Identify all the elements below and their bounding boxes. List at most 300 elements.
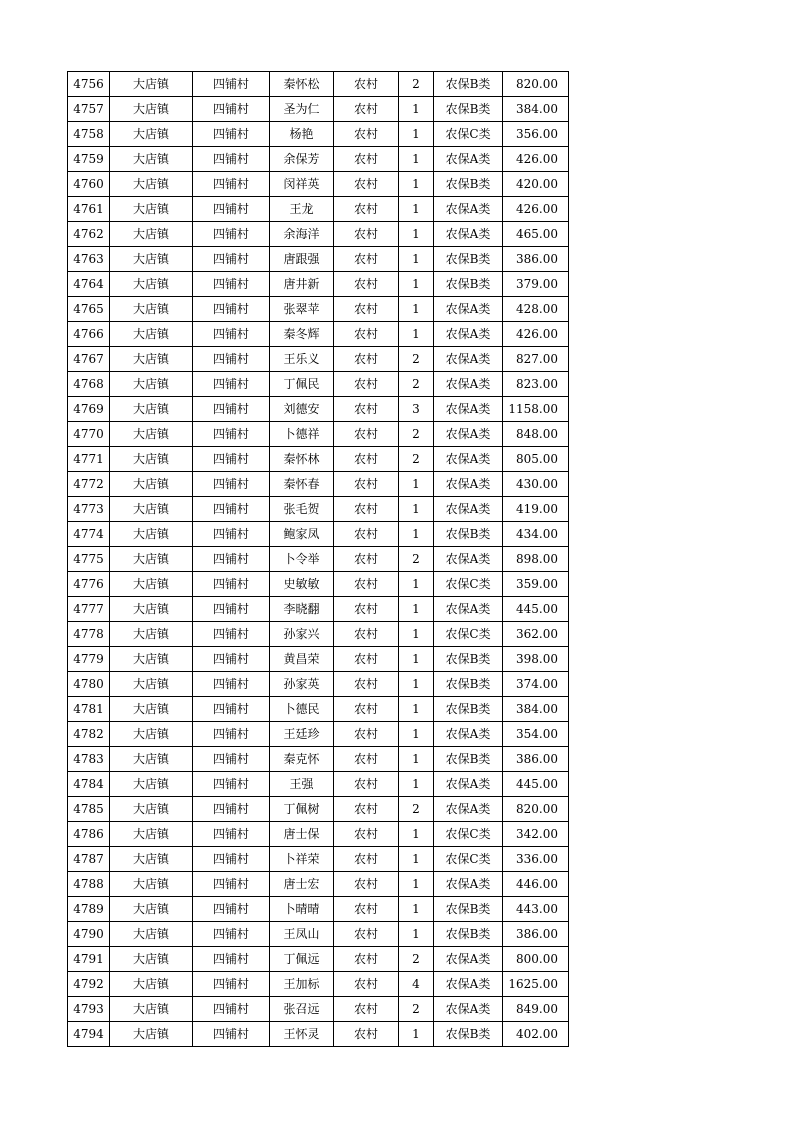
category-cell: 农保A类 — [434, 422, 503, 447]
village-cell: 四铺村 — [193, 172, 270, 197]
household-type-cell: 农村 — [334, 447, 399, 472]
name-cell: 余海洋 — [270, 222, 334, 247]
household-type-cell: 农村 — [334, 747, 399, 772]
category-cell: 农保C类 — [434, 622, 503, 647]
village-cell: 四铺村 — [193, 222, 270, 247]
category-cell: 农保A类 — [434, 347, 503, 372]
household-type-cell: 农村 — [334, 422, 399, 447]
table-row — [68, 847, 569, 872]
name-cell: 王龙 — [270, 197, 334, 222]
household-type-cell: 农村 — [334, 872, 399, 897]
town-cell: 大店镇 — [110, 272, 193, 297]
name-cell: 唐士宏 — [270, 872, 334, 897]
village-cell: 四铺村 — [193, 372, 270, 397]
row-number: 4789 — [68, 897, 110, 922]
amount-cell: 386.00 — [503, 747, 569, 772]
village-cell: 四铺村 — [193, 772, 270, 797]
amount-cell: 362.00 — [503, 622, 569, 647]
household-type-cell: 农村 — [334, 572, 399, 597]
amount-cell: 445.00 — [503, 597, 569, 622]
person-count-cell: 2 — [399, 347, 434, 372]
name-cell: 王廷珍 — [270, 722, 334, 747]
household-type-cell: 农村 — [334, 547, 399, 572]
household-type-cell: 农村 — [334, 697, 399, 722]
household-type-cell: 农村 — [334, 997, 399, 1022]
name-cell: 鲍家凤 — [270, 522, 334, 547]
name-cell: 张毛贺 — [270, 497, 334, 522]
table-body — [68, 72, 569, 1047]
table-row — [68, 97, 569, 122]
person-count-cell: 1 — [399, 147, 434, 172]
village-cell: 四铺村 — [193, 472, 270, 497]
person-count-cell: 1 — [399, 822, 434, 847]
village-cell: 四铺村 — [193, 397, 270, 422]
village-cell: 四铺村 — [193, 197, 270, 222]
village-cell: 四铺村 — [193, 572, 270, 597]
data-table — [67, 71, 569, 1047]
village-cell: 四铺村 — [193, 797, 270, 822]
amount-cell: 426.00 — [503, 147, 569, 172]
town-cell: 大店镇 — [110, 172, 193, 197]
row-number: 4794 — [68, 1022, 110, 1047]
household-type-cell: 农村 — [334, 297, 399, 322]
amount-cell: 805.00 — [503, 447, 569, 472]
household-type-cell: 农村 — [334, 922, 399, 947]
row-number: 4760 — [68, 172, 110, 197]
village-cell: 四铺村 — [193, 897, 270, 922]
row-number: 4777 — [68, 597, 110, 622]
person-count-cell: 1 — [399, 672, 434, 697]
row-number: 4791 — [68, 947, 110, 972]
person-count-cell: 2 — [399, 997, 434, 1022]
table-row — [68, 472, 569, 497]
person-count-cell: 2 — [399, 797, 434, 822]
name-cell: 张召远 — [270, 997, 334, 1022]
table-row — [68, 1022, 569, 1047]
row-number: 4788 — [68, 872, 110, 897]
row-number: 4771 — [68, 447, 110, 472]
household-type-cell: 农村 — [334, 222, 399, 247]
town-cell: 大店镇 — [110, 597, 193, 622]
town-cell: 大店镇 — [110, 547, 193, 572]
category-cell: 农保B类 — [434, 522, 503, 547]
table-row — [68, 322, 569, 347]
household-type-cell: 农村 — [334, 122, 399, 147]
village-cell: 四铺村 — [193, 822, 270, 847]
village-cell: 四铺村 — [193, 547, 270, 572]
category-cell: 农保A类 — [434, 547, 503, 572]
name-cell: 王凤山 — [270, 922, 334, 947]
household-type-cell: 农村 — [334, 772, 399, 797]
category-cell: 农保A类 — [434, 947, 503, 972]
town-cell: 大店镇 — [110, 147, 193, 172]
amount-cell: 342.00 — [503, 822, 569, 847]
amount-cell: 849.00 — [503, 997, 569, 1022]
household-type-cell: 农村 — [334, 272, 399, 297]
amount-cell: 426.00 — [503, 322, 569, 347]
category-cell: 农保B类 — [434, 97, 503, 122]
row-number: 4786 — [68, 822, 110, 847]
row-number: 4790 — [68, 922, 110, 947]
village-cell: 四铺村 — [193, 272, 270, 297]
household-type-cell: 农村 — [334, 597, 399, 622]
name-cell: 杨艳 — [270, 122, 334, 147]
category-cell: 农保A类 — [434, 872, 503, 897]
amount-cell: 430.00 — [503, 472, 569, 497]
category-cell: 农保B类 — [434, 922, 503, 947]
amount-cell: 419.00 — [503, 497, 569, 522]
person-count-cell: 1 — [399, 322, 434, 347]
name-cell: 卜祥荣 — [270, 847, 334, 872]
person-count-cell: 1 — [399, 197, 434, 222]
row-number: 4783 — [68, 747, 110, 772]
town-cell: 大店镇 — [110, 322, 193, 347]
amount-cell: 800.00 — [503, 947, 569, 972]
name-cell: 卜德民 — [270, 697, 334, 722]
village-cell: 四铺村 — [193, 97, 270, 122]
person-count-cell: 1 — [399, 597, 434, 622]
village-cell: 四铺村 — [193, 447, 270, 472]
category-cell: 农保A类 — [434, 972, 503, 997]
table-row — [68, 222, 569, 247]
category-cell: 农保A类 — [434, 372, 503, 397]
row-number: 4778 — [68, 622, 110, 647]
row-number: 4757 — [68, 97, 110, 122]
town-cell: 大店镇 — [110, 822, 193, 847]
amount-cell: 434.00 — [503, 522, 569, 547]
name-cell: 秦怀林 — [270, 447, 334, 472]
household-type-cell: 农村 — [334, 722, 399, 747]
person-count-cell: 1 — [399, 747, 434, 772]
row-number: 4758 — [68, 122, 110, 147]
table-row — [68, 822, 569, 847]
name-cell: 李晓翻 — [270, 597, 334, 622]
row-number: 4768 — [68, 372, 110, 397]
row-number: 4792 — [68, 972, 110, 997]
village-cell: 四铺村 — [193, 247, 270, 272]
name-cell: 刘德安 — [270, 397, 334, 422]
household-type-cell: 农村 — [334, 322, 399, 347]
name-cell: 卜德祥 — [270, 422, 334, 447]
row-number: 4772 — [68, 472, 110, 497]
town-cell: 大店镇 — [110, 297, 193, 322]
town-cell: 大店镇 — [110, 897, 193, 922]
category-cell: 农保A类 — [434, 397, 503, 422]
table-row — [68, 347, 569, 372]
name-cell: 孙家兴 — [270, 622, 334, 647]
person-count-cell: 1 — [399, 272, 434, 297]
amount-cell: 428.00 — [503, 297, 569, 322]
town-cell: 大店镇 — [110, 372, 193, 397]
table-row — [68, 897, 569, 922]
person-count-cell: 1 — [399, 247, 434, 272]
name-cell: 余保芳 — [270, 147, 334, 172]
row-number: 4785 — [68, 797, 110, 822]
village-cell: 四铺村 — [193, 147, 270, 172]
village-cell: 四铺村 — [193, 497, 270, 522]
category-cell: 农保C类 — [434, 122, 503, 147]
household-type-cell: 农村 — [334, 622, 399, 647]
village-cell: 四铺村 — [193, 747, 270, 772]
amount-cell: 384.00 — [503, 697, 569, 722]
person-count-cell: 3 — [399, 397, 434, 422]
town-cell: 大店镇 — [110, 197, 193, 222]
town-cell: 大店镇 — [110, 397, 193, 422]
household-type-cell: 农村 — [334, 1022, 399, 1047]
table-row — [68, 922, 569, 947]
amount-cell: 1158.00 — [503, 397, 569, 422]
amount-cell: 374.00 — [503, 672, 569, 697]
category-cell: 农保C类 — [434, 572, 503, 597]
person-count-cell: 1 — [399, 897, 434, 922]
person-count-cell: 2 — [399, 372, 434, 397]
household-type-cell: 农村 — [334, 497, 399, 522]
town-cell: 大店镇 — [110, 472, 193, 497]
name-cell: 丁佩树 — [270, 797, 334, 822]
row-number: 4784 — [68, 772, 110, 797]
table-row — [68, 697, 569, 722]
row-number: 4766 — [68, 322, 110, 347]
table-row — [68, 797, 569, 822]
name-cell: 丁佩远 — [270, 947, 334, 972]
category-cell: 农保C类 — [434, 847, 503, 872]
table-row — [68, 397, 569, 422]
household-type-cell: 农村 — [334, 397, 399, 422]
category-cell: 农保A类 — [434, 722, 503, 747]
amount-cell: 820.00 — [503, 797, 569, 822]
category-cell: 农保B类 — [434, 672, 503, 697]
name-cell: 孙家英 — [270, 672, 334, 697]
category-cell: 农保A类 — [434, 222, 503, 247]
table-row — [68, 672, 569, 697]
row-number: 4761 — [68, 197, 110, 222]
person-count-cell: 4 — [399, 972, 434, 997]
amount-cell: 446.00 — [503, 872, 569, 897]
village-cell: 四铺村 — [193, 972, 270, 997]
amount-cell: 359.00 — [503, 572, 569, 597]
category-cell: 农保B类 — [434, 1022, 503, 1047]
village-cell: 四铺村 — [193, 872, 270, 897]
amount-cell: 402.00 — [503, 1022, 569, 1047]
town-cell: 大店镇 — [110, 647, 193, 672]
person-count-cell: 1 — [399, 847, 434, 872]
town-cell: 大店镇 — [110, 622, 193, 647]
row-number: 4765 — [68, 297, 110, 322]
table-row — [68, 122, 569, 147]
name-cell: 唐士保 — [270, 822, 334, 847]
amount-cell: 465.00 — [503, 222, 569, 247]
name-cell: 王怀灵 — [270, 1022, 334, 1047]
person-count-cell: 1 — [399, 172, 434, 197]
row-number: 4793 — [68, 997, 110, 1022]
row-number: 4781 — [68, 697, 110, 722]
table-row — [68, 747, 569, 772]
category-cell: 农保A类 — [434, 772, 503, 797]
row-number: 4782 — [68, 722, 110, 747]
table-row — [68, 497, 569, 522]
household-type-cell: 农村 — [334, 797, 399, 822]
name-cell: 卜晴晴 — [270, 897, 334, 922]
category-cell: 农保A类 — [434, 797, 503, 822]
amount-cell: 823.00 — [503, 372, 569, 397]
household-type-cell: 农村 — [334, 147, 399, 172]
row-number: 4775 — [68, 547, 110, 572]
amount-cell: 848.00 — [503, 422, 569, 447]
village-cell: 四铺村 — [193, 522, 270, 547]
town-cell: 大店镇 — [110, 572, 193, 597]
name-cell: 闵祥英 — [270, 172, 334, 197]
person-count-cell: 1 — [399, 697, 434, 722]
household-type-cell: 农村 — [334, 847, 399, 872]
household-type-cell: 农村 — [334, 647, 399, 672]
table-row — [68, 647, 569, 672]
amount-cell: 386.00 — [503, 922, 569, 947]
row-number: 4770 — [68, 422, 110, 447]
table-row — [68, 247, 569, 272]
amount-cell: 356.00 — [503, 122, 569, 147]
category-cell: 农保A类 — [434, 147, 503, 172]
person-count-cell: 1 — [399, 472, 434, 497]
town-cell: 大店镇 — [110, 522, 193, 547]
person-count-cell: 1 — [399, 647, 434, 672]
row-number: 4764 — [68, 272, 110, 297]
amount-cell: 820.00 — [503, 72, 569, 97]
person-count-cell: 2 — [399, 422, 434, 447]
household-type-cell: 农村 — [334, 672, 399, 697]
name-cell: 卜令举 — [270, 547, 334, 572]
town-cell: 大店镇 — [110, 672, 193, 697]
person-count-cell: 1 — [399, 222, 434, 247]
category-cell: 农保C类 — [434, 822, 503, 847]
amount-cell: 443.00 — [503, 897, 569, 922]
category-cell: 农保B类 — [434, 747, 503, 772]
table-row — [68, 622, 569, 647]
household-type-cell: 农村 — [334, 472, 399, 497]
amount-cell: 354.00 — [503, 722, 569, 747]
amount-cell: 384.00 — [503, 97, 569, 122]
name-cell: 王强 — [270, 772, 334, 797]
table-row — [68, 522, 569, 547]
person-count-cell: 1 — [399, 572, 434, 597]
amount-cell: 386.00 — [503, 247, 569, 272]
town-cell: 大店镇 — [110, 97, 193, 122]
town-cell: 大店镇 — [110, 747, 193, 772]
village-cell: 四铺村 — [193, 997, 270, 1022]
amount-cell: 1625.00 — [503, 972, 569, 997]
household-type-cell: 农村 — [334, 347, 399, 372]
village-cell: 四铺村 — [193, 297, 270, 322]
household-type-cell: 农村 — [334, 247, 399, 272]
town-cell: 大店镇 — [110, 997, 193, 1022]
village-cell: 四铺村 — [193, 847, 270, 872]
row-number: 4756 — [68, 72, 110, 97]
category-cell: 农保A类 — [434, 197, 503, 222]
row-number: 4759 — [68, 147, 110, 172]
village-cell: 四铺村 — [193, 597, 270, 622]
table-row — [68, 597, 569, 622]
town-cell: 大店镇 — [110, 722, 193, 747]
household-type-cell: 农村 — [334, 947, 399, 972]
amount-cell: 398.00 — [503, 647, 569, 672]
table-row — [68, 547, 569, 572]
town-cell: 大店镇 — [110, 247, 193, 272]
table-row — [68, 572, 569, 597]
amount-cell: 379.00 — [503, 272, 569, 297]
household-type-cell: 农村 — [334, 72, 399, 97]
category-cell: 农保B类 — [434, 247, 503, 272]
row-number: 4767 — [68, 347, 110, 372]
table-row — [68, 372, 569, 397]
town-cell: 大店镇 — [110, 847, 193, 872]
town-cell: 大店镇 — [110, 947, 193, 972]
name-cell: 秦克怀 — [270, 747, 334, 772]
person-count-cell: 2 — [399, 547, 434, 572]
household-type-cell: 农村 — [334, 97, 399, 122]
category-cell: 农保A类 — [434, 297, 503, 322]
row-number: 4762 — [68, 222, 110, 247]
category-cell: 农保A类 — [434, 997, 503, 1022]
amount-cell: 420.00 — [503, 172, 569, 197]
name-cell: 丁佩民 — [270, 372, 334, 397]
person-count-cell: 1 — [399, 872, 434, 897]
village-cell: 四铺村 — [193, 922, 270, 947]
row-number: 4763 — [68, 247, 110, 272]
town-cell: 大店镇 — [110, 872, 193, 897]
category-cell: 农保B类 — [434, 172, 503, 197]
amount-cell: 336.00 — [503, 847, 569, 872]
category-cell: 农保B类 — [434, 72, 503, 97]
category-cell: 农保B类 — [434, 272, 503, 297]
town-cell: 大店镇 — [110, 797, 193, 822]
name-cell: 圣为仁 — [270, 97, 334, 122]
town-cell: 大店镇 — [110, 922, 193, 947]
category-cell: 农保A类 — [434, 472, 503, 497]
household-type-cell: 农村 — [334, 897, 399, 922]
table-row — [68, 272, 569, 297]
town-cell: 大店镇 — [110, 972, 193, 997]
village-cell: 四铺村 — [193, 72, 270, 97]
table-row — [68, 947, 569, 972]
category-cell: 农保A类 — [434, 597, 503, 622]
amount-cell: 445.00 — [503, 772, 569, 797]
name-cell: 黄昌荣 — [270, 647, 334, 672]
table-row — [68, 422, 569, 447]
village-cell: 四铺村 — [193, 122, 270, 147]
village-cell: 四铺村 — [193, 322, 270, 347]
person-count-cell: 1 — [399, 722, 434, 747]
table-row — [68, 72, 569, 97]
town-cell: 大店镇 — [110, 72, 193, 97]
village-cell: 四铺村 — [193, 722, 270, 747]
table-row — [68, 447, 569, 472]
town-cell: 大店镇 — [110, 447, 193, 472]
name-cell: 史敏敏 — [270, 572, 334, 597]
town-cell: 大店镇 — [110, 222, 193, 247]
household-type-cell: 农村 — [334, 372, 399, 397]
category-cell: 农保B类 — [434, 697, 503, 722]
table-row — [68, 722, 569, 747]
town-cell: 大店镇 — [110, 347, 193, 372]
name-cell: 秦冬辉 — [270, 322, 334, 347]
person-count-cell: 1 — [399, 772, 434, 797]
person-count-cell: 2 — [399, 447, 434, 472]
row-number: 4774 — [68, 522, 110, 547]
row-number: 4773 — [68, 497, 110, 522]
table-row — [68, 147, 569, 172]
person-count-cell: 1 — [399, 297, 434, 322]
village-cell: 四铺村 — [193, 647, 270, 672]
amount-cell: 426.00 — [503, 197, 569, 222]
